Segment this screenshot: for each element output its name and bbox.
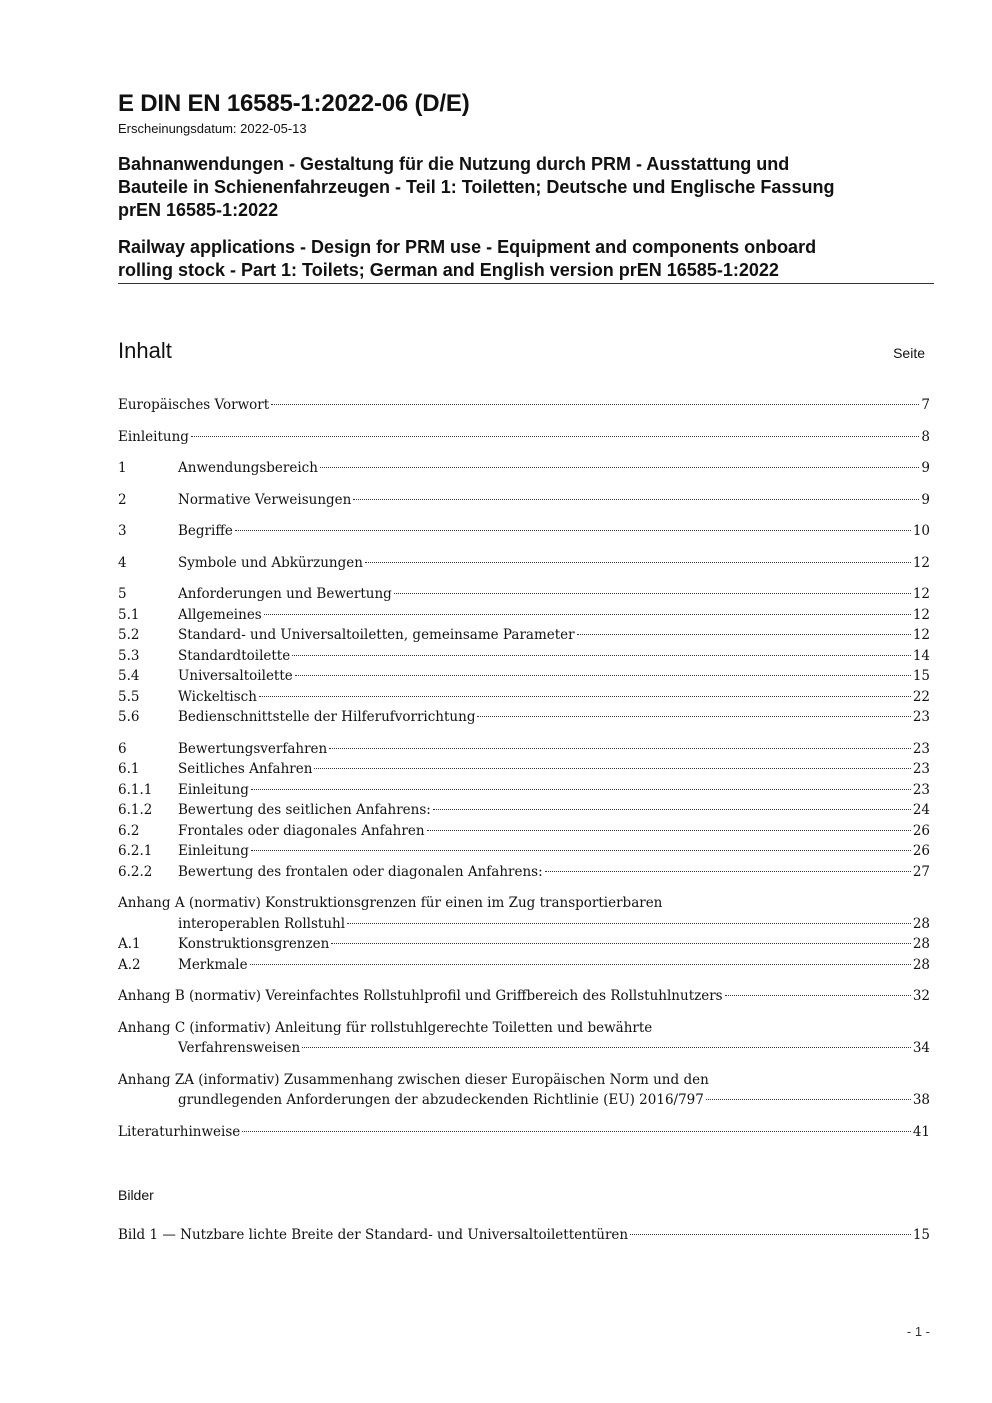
toc-entry-label: Frontales oder diagonales Anfahren	[178, 822, 425, 839]
toc-entry-page: 26	[912, 822, 930, 839]
toc-entry-page: 41	[912, 1123, 930, 1140]
toc-entry-page: 27	[912, 863, 930, 880]
toc-entry-page: 12	[912, 554, 930, 571]
toc-entry-page: 22	[912, 688, 930, 705]
toc-entry-number: 6.2.1	[118, 843, 153, 859]
toc-entry-page: 7	[921, 397, 930, 413]
toc-entry-label: Anhang A (normativ) Konstruktionsgrenzen für einen im Zug transportierbaren	[118, 895, 663, 911]
list-of-figures	[118, 1225, 930, 1246]
toc-entry-label: Bewertungsverfahren	[178, 740, 328, 757]
dot-leader	[250, 964, 911, 965]
toc-entry-label: Anwendungsbereich	[178, 460, 318, 476]
dot-leader	[271, 404, 919, 405]
document-header	[118, 90, 934, 284]
toc-entry-number: 6.2	[118, 822, 140, 839]
toc-entry-label: Anhang ZA (informativ) Zusammenhang zwischen dieser Europäischen Norm und den	[118, 1071, 709, 1088]
toc-entry-page: 14	[912, 647, 930, 664]
toc-entry-page: 23	[912, 761, 930, 777]
toc-entry-number: 6.1.2	[118, 802, 153, 818]
toc-entry[interactable]	[118, 800, 930, 821]
dot-leader	[630, 1234, 911, 1235]
toc-entry-page: 12	[912, 586, 930, 602]
figure-entry-page: 15	[912, 1227, 930, 1243]
toc-annex-c[interactable]	[118, 1038, 930, 1059]
toc-entry[interactable]	[118, 780, 930, 801]
toc-entry-page: 9	[921, 491, 930, 508]
toc-entry-label: Standard- und Universaltoiletten, gemeinsame Parameter	[178, 627, 575, 643]
dot-leader	[251, 789, 911, 790]
toc-entry-label: Normative Verweisungen	[178, 491, 352, 508]
toc-entry[interactable]	[118, 584, 930, 605]
toc-entry[interactable]	[118, 458, 930, 479]
toc-entry-page: 12	[912, 606, 930, 623]
dot-leader	[314, 768, 910, 769]
toc-entry-label: grundlegenden Anforderungen der abzudeckenden Richtlinie (EU) 2016/797	[178, 1092, 704, 1108]
dot-leader	[295, 675, 911, 676]
toc-entry-page: 32	[912, 988, 930, 1004]
dot-leader	[433, 809, 911, 810]
toc-entry-page: 12	[912, 627, 930, 643]
dot-leader	[235, 530, 911, 531]
toc-entry-label: Konstruktionsgrenzen	[178, 936, 330, 952]
toc-entry-number: 5.1	[118, 606, 140, 623]
toc-entry-label: Seitliches Anfahren	[178, 761, 313, 777]
toc-entry-label: Bedienschnittstelle der Hilferufvorrichtung	[178, 709, 476, 725]
dot-leader	[577, 634, 911, 635]
toc-entry[interactable]	[118, 934, 930, 955]
toc-entry-label: Begriffe	[178, 523, 233, 539]
toc-entry-page: 34	[912, 1040, 930, 1056]
dot-leader	[264, 614, 911, 615]
english-title-line: Railway applications - Design for PRM use - Equipment and components onboard	[118, 237, 817, 257]
toc-entry[interactable]	[118, 490, 930, 511]
toc-entry-label: Bewertung des seitlichen Anfahrens:	[178, 802, 431, 818]
toc-bibliography[interactable]	[118, 1122, 930, 1143]
dot-leader	[347, 923, 911, 924]
toc-entry-label: Anhang C (informativ) Anleitung für rollstuhlgerechte Toiletten und bewährte	[118, 1019, 653, 1036]
dot-leader	[242, 1131, 911, 1132]
english-title	[118, 236, 934, 284]
toc-entry-page: 8	[921, 428, 930, 445]
figure-entry[interactable]	[118, 1225, 930, 1246]
dot-leader	[251, 850, 911, 851]
toc-entry-page: 9	[921, 460, 930, 476]
toc-entry[interactable]	[118, 707, 930, 728]
toc-entry-label: Einleitung	[178, 781, 249, 798]
toc-entry[interactable]	[118, 521, 930, 542]
toc-entry-number: 6.2.2	[118, 863, 153, 880]
toc-entry-number: 1	[118, 460, 127, 476]
toc-entry-number: 6.1	[118, 761, 140, 777]
toc-entry-label: Wickeltisch	[178, 688, 257, 705]
toc-annex-za[interactable]	[118, 1090, 930, 1111]
toc-entry-label: Universaltoilette	[178, 668, 293, 684]
toc-entry[interactable]	[118, 841, 930, 862]
toc-entry-page: 23	[912, 781, 930, 798]
toc-entry-page: 26	[912, 843, 930, 859]
toc-entry-label: Europäisches Vorwort	[118, 397, 270, 413]
toc-entry-number: A.2	[118, 956, 141, 973]
dot-leader	[191, 436, 919, 437]
dot-leader	[545, 871, 911, 872]
toc-entry-label: interoperablen Rollstuhl	[178, 915, 346, 932]
toc-entry[interactable]	[118, 821, 930, 842]
toc-entry-number: 6	[118, 740, 127, 757]
toc-entry-number: A.1	[118, 936, 141, 952]
toc-title: Inhalt	[118, 338, 172, 363]
dot-leader	[427, 830, 911, 831]
toc-entry-page: 23	[912, 740, 930, 757]
dot-leader	[259, 696, 911, 697]
toc-entry-number: 5	[118, 586, 127, 602]
german-title	[118, 153, 934, 222]
toc-entry[interactable]	[118, 862, 930, 883]
toc-entry-number: 2	[118, 491, 127, 508]
toc-entry-page: 28	[912, 956, 930, 973]
toc-entry-page: 15	[912, 668, 930, 684]
toc-entry-page: 38	[912, 1092, 930, 1108]
toc-entry[interactable]	[118, 427, 930, 448]
toc-entry-page: 28	[912, 915, 930, 932]
table-of-contents	[118, 395, 930, 1142]
figure-entry-label: Bild 1 — Nutzbare lichte Breite der Standard- und Universaltoilettentüren	[118, 1227, 629, 1243]
german-title-line: Bauteile in Schienenfahrzeugen - Teil 1: Toiletten; Deutsche und Englische Fassung	[118, 177, 835, 197]
toc-entry[interactable]	[118, 646, 930, 667]
dot-leader	[477, 716, 910, 717]
dot-leader	[320, 467, 919, 468]
toc-entry-label: Einleitung	[118, 428, 189, 445]
toc-entry-page: 10	[912, 523, 930, 539]
german-title-line: Bahnanwendungen - Gestaltung für die Nutzung durch PRM - Ausstattung und	[118, 154, 790, 174]
german-title-line: prEN 16585-1:2022	[118, 200, 279, 220]
toc-entry-label: Verfahrensweisen	[178, 1040, 301, 1056]
toc-entry-label: Bewertung des frontalen oder diagonalen Anfahrens:	[178, 863, 543, 880]
toc-entry-page: 23	[912, 709, 930, 725]
toc-entry-number: 5.2	[118, 627, 140, 643]
toc-entry-number: 5.6	[118, 709, 140, 725]
toc-entry-number: 5.3	[118, 647, 140, 664]
toc-heading	[118, 338, 930, 368]
toc-entry[interactable]	[118, 395, 930, 416]
dot-leader	[302, 1047, 911, 1048]
page-number: - 1 -	[906, 1324, 930, 1339]
toc-entry-number: 6.1.1	[118, 781, 153, 798]
toc-entry-page: 28	[912, 936, 930, 952]
toc-entry-label: Merkmale	[178, 956, 248, 973]
toc-entry-label: Anhang B (normativ) Vereinfachtes Rollstuhlprofil und Griffbereich des Rollstuhlnutzers	[118, 988, 723, 1004]
dot-leader	[353, 499, 919, 500]
dot-leader	[394, 593, 911, 594]
dot-leader	[706, 1099, 911, 1100]
english-title-line: rolling stock - Part 1: Toilets; German and English version prEN 16585-1:2022	[118, 260, 779, 280]
toc-entry[interactable]	[118, 553, 930, 574]
toc-annex-a[interactable]	[118, 914, 930, 935]
dot-leader	[329, 748, 911, 749]
publication-date: Erscheinungsdatum: 2022-05-13	[118, 121, 307, 136]
toc-entry[interactable]	[118, 687, 930, 708]
dot-leader	[365, 562, 911, 563]
toc-entry[interactable]	[118, 739, 930, 760]
document-id: E DIN EN 16585-1:2022-06 (D/E)	[118, 90, 470, 117]
toc-annex-a-line1[interactable]	[118, 893, 930, 914]
toc-entry-label: Einleitung	[178, 843, 249, 859]
dot-leader	[292, 655, 911, 656]
toc-entry-page: 24	[912, 802, 930, 818]
toc-entry-label: Anforderungen und Bewertung	[178, 586, 392, 602]
toc-annex-za-line1[interactable]	[118, 1070, 930, 1091]
toc-annex-c-line1[interactable]	[118, 1018, 930, 1039]
toc-entry-number: 5.5	[118, 688, 140, 705]
figures-heading: Bilder	[118, 1187, 154, 1203]
toc-entry-number: 5.4	[118, 668, 140, 684]
toc-entry[interactable]	[118, 605, 930, 626]
toc-annex-b[interactable]	[118, 986, 930, 1007]
toc-entry-label: Symbole und Abkürzungen	[178, 554, 363, 571]
dot-leader	[331, 943, 911, 944]
toc-entry[interactable]	[118, 759, 930, 780]
toc-entry-number: 3	[118, 523, 127, 539]
toc-entry-number: 4	[118, 554, 127, 571]
toc-entry[interactable]	[118, 625, 930, 646]
toc-entry[interactable]	[118, 666, 930, 687]
toc-entry-label: Allgemeines	[178, 606, 262, 623]
toc-entry[interactable]	[118, 955, 930, 976]
toc-entry-label: Literaturhinweise	[118, 1123, 241, 1140]
toc-entry-label: Standardtoilette	[178, 647, 291, 664]
page-column-label: Seite	[893, 345, 925, 361]
dot-leader	[725, 995, 911, 996]
